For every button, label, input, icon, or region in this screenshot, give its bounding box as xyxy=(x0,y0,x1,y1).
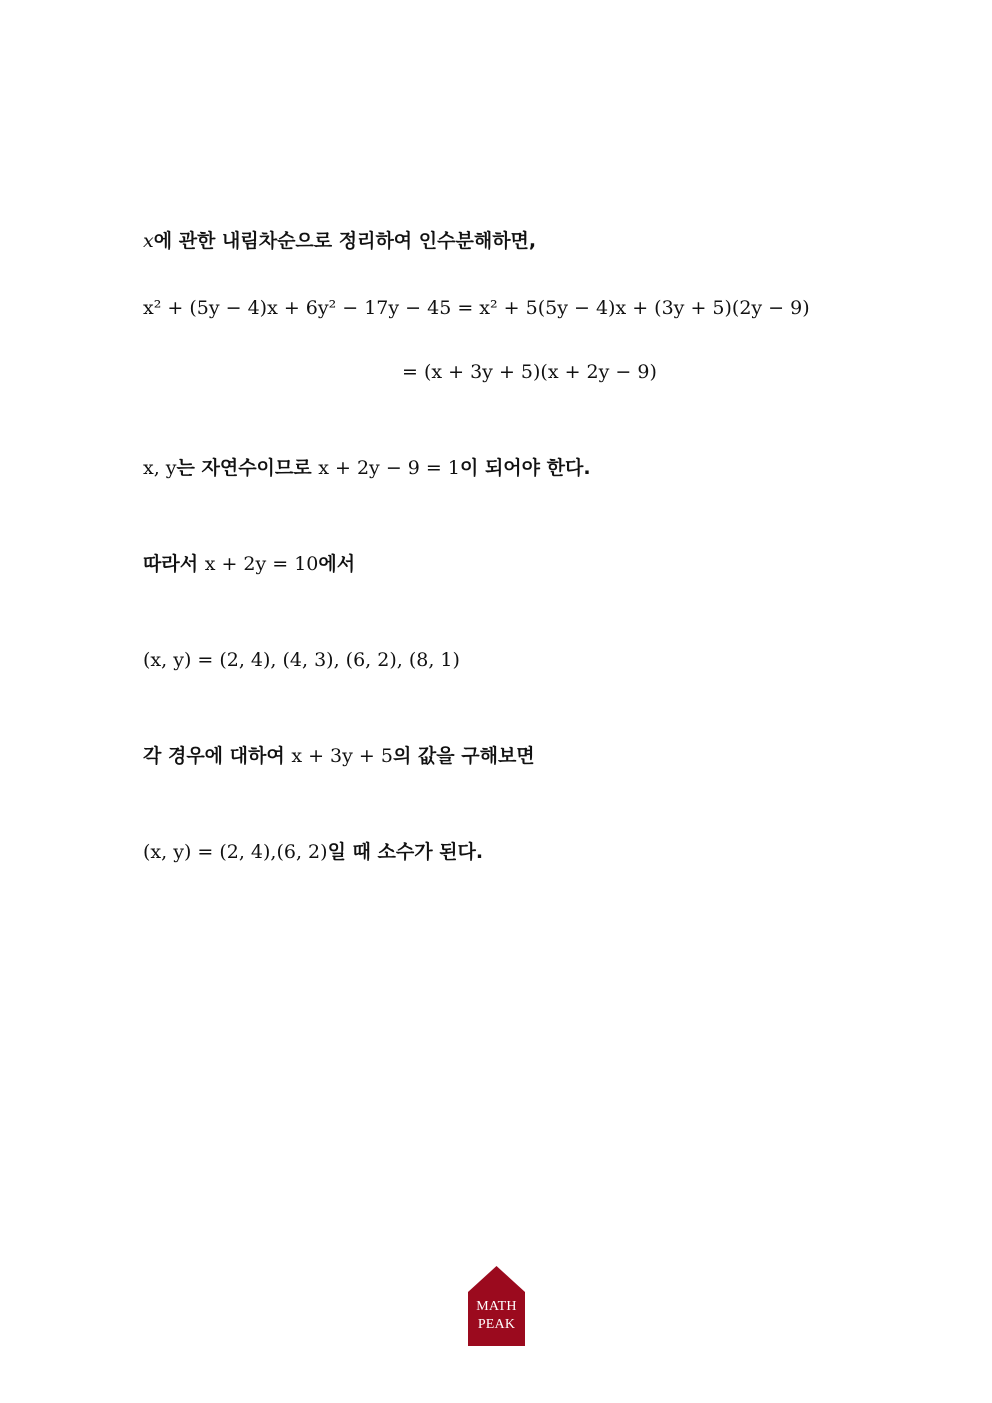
math-expression: x + 3y + 5 xyxy=(291,745,393,767)
sentence-each-case xyxy=(143,744,535,768)
sentence-text: 각 경우에 대하여 xyxy=(143,745,292,767)
factorization-equation xyxy=(143,296,810,320)
equation-text: = (x + 3y + 5)(x + 2y − 9) xyxy=(402,361,657,383)
sentence-text: 는 자연수이므로 xyxy=(176,457,319,479)
equation-text: (x, y) = (2, 4), (4, 3), (6, 2), (8, 1) xyxy=(143,649,460,671)
sentence-text: 이 되어야 한다. xyxy=(459,457,591,479)
logo-line-2: PEAK xyxy=(477,1317,516,1332)
factorization-result xyxy=(402,360,657,384)
logo-line-1: MATH xyxy=(476,1299,517,1314)
sentence-conclusion xyxy=(143,840,483,864)
sentence-natural-numbers xyxy=(143,456,591,480)
sentence-arrange-descending xyxy=(143,229,536,253)
sentence-text: 에서 xyxy=(318,553,356,575)
math-condition: x + 2y = 10 xyxy=(204,553,319,575)
sentence-text: 일 때 소수가 된다. xyxy=(327,841,484,863)
math-peak-logo xyxy=(468,1266,525,1346)
sentence-text: 에 관한 내림차순으로 정리하여 인수분해하면, xyxy=(153,230,537,252)
math-variables: x, y xyxy=(143,457,177,479)
sentence-text: 의 값을 구해보면 xyxy=(392,745,535,767)
sentence-text: 따라서 xyxy=(143,553,205,575)
math-variable: x xyxy=(143,230,154,252)
math-condition: x + 2y − 9 = 1 xyxy=(318,457,460,479)
sentence-therefore xyxy=(143,552,355,576)
math-pairs: (x, y) = (2, 4),(6, 2) xyxy=(143,841,328,863)
equation-text: x² + (5y − 4)x + 6y² − 17y − 45 = x² + 5(5y − 4)x + (3y + 5)(2y − 9) xyxy=(143,297,810,319)
solution-pairs xyxy=(143,648,460,672)
